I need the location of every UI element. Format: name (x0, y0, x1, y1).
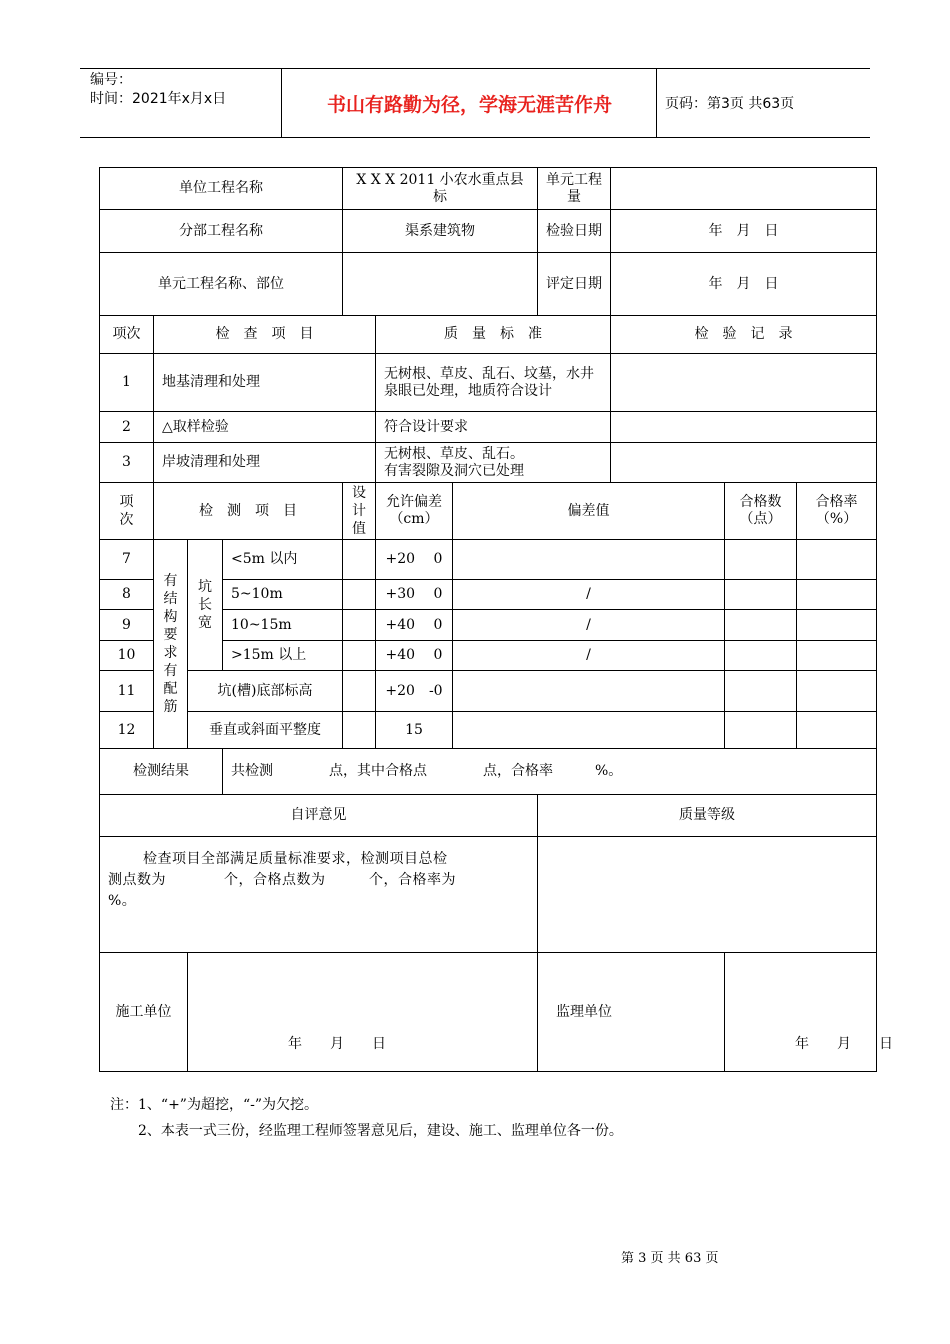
design-value-cell[interactable] (343, 610, 376, 641)
deviation-header: 偏差值 (453, 483, 725, 540)
supervision-date: 年 月 日 (795, 1036, 894, 1052)
result-text: 共检测 点，其中合格点 点，合格率 %。 (223, 749, 877, 795)
element-quantity-label: 单元工程量 (538, 168, 611, 210)
design-value-cell[interactable] (343, 580, 376, 610)
check-row-item: 地基清理和处理 (154, 354, 376, 412)
structure-group-label: 有结构要求有配筋 (154, 540, 188, 749)
quality-grade-value[interactable] (538, 837, 877, 953)
pass-rate-header: 合格率（%） (797, 483, 877, 540)
time-label: 时间：2021年x月x日 (90, 91, 227, 107)
pass-count-cell[interactable] (725, 540, 797, 580)
check-row-item: 岸坡清理和处理 (154, 443, 376, 483)
check-row-no: 2 (100, 412, 154, 443)
header-left (90, 71, 226, 109)
construction-date: 年 月 日 (288, 1036, 386, 1052)
measure-row-item: 5~10m (223, 580, 343, 610)
pass-rate-cell[interactable] (797, 580, 877, 610)
check-row-record[interactable] (611, 412, 877, 443)
pass-rate-cell[interactable] (797, 641, 877, 671)
pass-count-cell[interactable] (725, 641, 797, 671)
allowed-deviation-cell: +40 0 (376, 610, 453, 641)
inspection-date-value[interactable]: 年 月 日 (611, 210, 877, 253)
pass-count-cell[interactable] (725, 580, 797, 610)
pit-size-label: 坑长宽 (188, 540, 223, 671)
header-divider (656, 69, 657, 137)
result-label: 检测结果 (100, 749, 223, 795)
allowed-deviation-header: 允许偏差（cm） (376, 483, 453, 540)
measure-row-no: 11 (100, 671, 154, 712)
measure-row-item: 10~15m (223, 610, 343, 641)
allowed-deviation-cell: 15 (376, 712, 453, 749)
deviation-cell[interactable]: / (453, 641, 725, 671)
check-row-item: △取样检验 (154, 412, 376, 443)
document-header (80, 68, 870, 138)
element-name-label: 单元工程名称、部位 (100, 253, 343, 316)
check-row-standard: 无树根、草皮、乱石。 有害裂隙及洞穴已处理 (376, 443, 611, 483)
inspection-date-label: 检验日期 (538, 210, 611, 253)
construction-unit-label: 施工单位 (100, 953, 188, 1072)
design-value-cell[interactable] (343, 712, 376, 749)
self-eval-line: 测点数为 个，合格点数为 个，合格率为 (108, 872, 456, 888)
allowed-deviation-cell: +40 0 (376, 641, 453, 671)
deviation-cell[interactable] (453, 712, 725, 749)
check-row-no: 1 (100, 354, 154, 412)
pass-rate-cell[interactable] (797, 610, 877, 641)
pass-count-cell[interactable] (725, 712, 797, 749)
self-eval-text (100, 837, 538, 953)
deviation-cell[interactable] (453, 540, 725, 580)
note-line: 注：1、“+”为超挖，“-”为欠挖。 (110, 1097, 318, 1113)
element-quantity-value[interactable] (611, 168, 877, 210)
self-eval-line: 检查项目全部满足质量标准要求，检测项目总检 (143, 851, 448, 867)
evaluation-date-label: 评定日期 (538, 253, 611, 316)
header-divider (281, 69, 282, 137)
pass-count-header: 合格数（点） (725, 483, 797, 540)
check-row-record[interactable] (611, 354, 877, 412)
measure-row-no: 8 (100, 580, 154, 610)
page-footer: 第 3 页 共 63 页 (621, 1251, 719, 1266)
check-row-standard: 无树根、草皮、乱石、坟墓，水井 泉眼已处理，地质符合设计 (376, 354, 611, 412)
allowed-deviation-cell: +30 0 (376, 580, 453, 610)
allowed-deviation-cell: +20 0 (376, 540, 453, 580)
measure-no-header: 项次 (100, 483, 154, 540)
measure-row-no: 10 (100, 641, 154, 671)
header-page-label: 页码：第3页 共63页 (665, 96, 795, 112)
measure-row-no: 12 (100, 712, 154, 749)
sub-project-name-value: 渠系建筑物 (343, 210, 538, 253)
number-label: 编号： (90, 72, 132, 88)
pass-rate-cell[interactable] (797, 540, 877, 580)
unit-project-name-value: X X X 2011 小农水重点县 标 (343, 168, 538, 210)
evaluation-date-value[interactable]: 年 月 日 (611, 253, 877, 316)
header-motto: 书山有路勤为径，学海无涯苦作舟 (326, 93, 612, 116)
pass-count-cell[interactable] (725, 610, 797, 641)
supervision-unit-label: 监理单位 (538, 953, 725, 1072)
note-line: 2、本表一式三份，经监理工程师签署意见后，建设、施工、监理单位各一份。 (110, 1123, 623, 1139)
check-row-standard: 符合设计要求 (376, 412, 611, 443)
self-eval-label: 自评意见 (100, 795, 538, 837)
construction-sign-cell[interactable] (188, 953, 538, 1072)
check-row-no: 3 (100, 443, 154, 483)
check-standard-header: 质 量 标 准 (376, 316, 611, 354)
design-value-header: 设计值 (343, 483, 376, 540)
check-record-header: 检 验 记 录 (611, 316, 877, 354)
check-item-header: 检 查 项 目 (154, 316, 376, 354)
quality-grade-label: 质量等级 (538, 795, 877, 837)
supervision-sign-cell[interactable] (725, 953, 894, 1072)
pass-count-cell[interactable] (725, 671, 797, 712)
measure-row-no: 9 (100, 610, 154, 641)
pass-rate-cell[interactable] (797, 712, 877, 749)
check-no-header: 项次 (100, 316, 154, 354)
deviation-cell[interactable]: / (453, 580, 725, 610)
allowed-deviation-cell: +20 -0 (376, 671, 453, 712)
check-row-record[interactable] (611, 443, 877, 483)
design-value-cell[interactable] (343, 671, 376, 712)
deviation-cell[interactable] (453, 671, 725, 712)
element-name-value[interactable] (343, 253, 538, 316)
design-value-cell[interactable] (343, 641, 376, 671)
design-value-cell[interactable] (343, 540, 376, 580)
sub-project-name-label: 分部工程名称 (100, 210, 343, 253)
measure-row-item: 坑(槽)底部标高 (188, 671, 343, 712)
measure-row-no: 7 (100, 540, 154, 580)
measure-row-item: 垂直或斜面平整度 (188, 712, 343, 749)
measure-item-header: 检 测 项 目 (154, 483, 343, 540)
measure-row-item: >15m 以上 (223, 641, 343, 671)
deviation-cell[interactable]: / (453, 610, 725, 641)
pass-rate-cell[interactable] (797, 671, 877, 712)
self-eval-line: %。 (108, 893, 137, 909)
inspection-form (99, 167, 894, 1072)
measure-row-item: <5m 以内 (223, 540, 343, 580)
unit-project-name-label: 单位工程名称 (100, 168, 343, 210)
notes (110, 1092, 623, 1144)
